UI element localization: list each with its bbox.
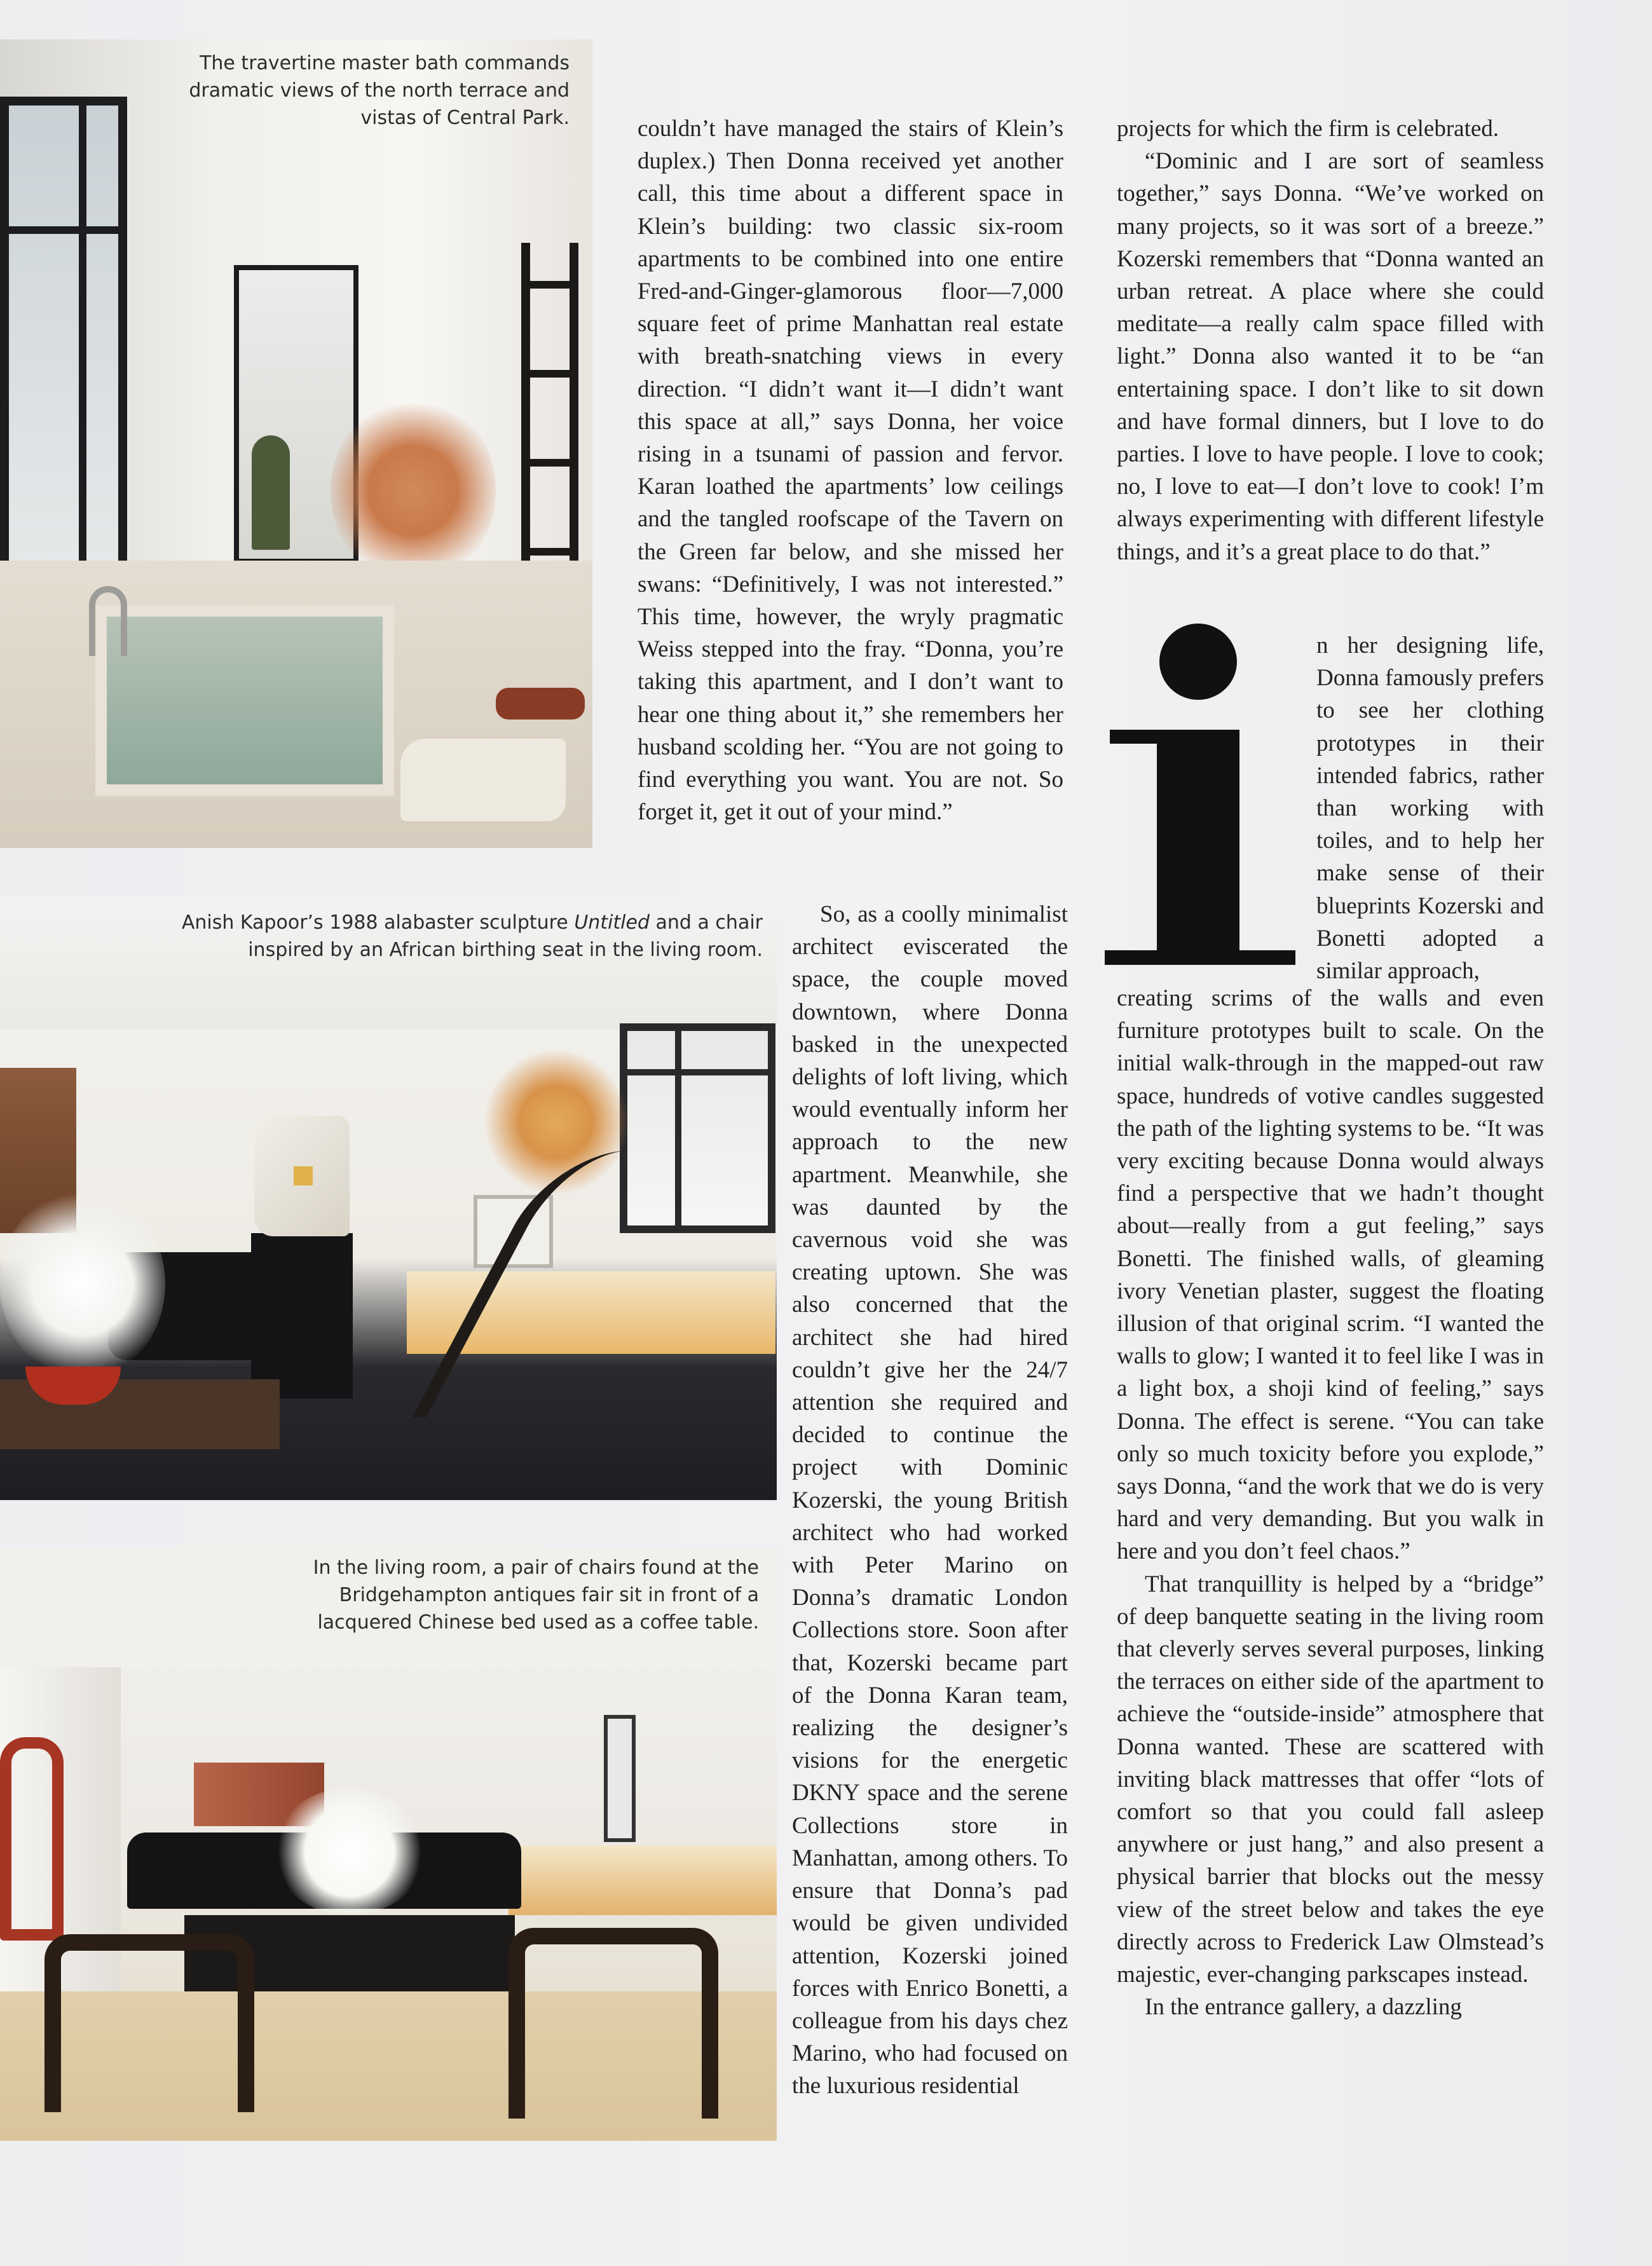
red-chair	[0, 1737, 64, 1941]
alabaster-sculpture	[254, 1116, 350, 1236]
paragraph: n her designing life, Donna famously prefers to see her clothing prototypes in their intended fabrics, rather than working with toiles, and to help her make sense of their blueprints Kozerski and Bonetti adopted a similar approach,	[1316, 632, 1544, 985]
armchair-left	[44, 1934, 254, 2112]
photo-living-room-sculpture	[0, 896, 777, 1500]
drop-cap	[1105, 620, 1302, 985]
article-column-2-top	[1117, 113, 1544, 568]
orange-branches	[331, 395, 496, 586]
photo-living-room-chairs	[0, 1546, 777, 2141]
paragraph: “Dominic and I are sort of seamless together,” says Donna. “We’ve worked on many projects, so it was sort of a breeze.” Kozerski remembers that “Donna wanted an urban retreat. A place where she could meditate—a really calm space filled with light.” Donna also wanted it to be “an entertaining space. I don’t like to sit down and have formal dinners, but I love to do parties. I love to have people. I love to cook; no, I love to eat—I don’t love to cook! I’m always experimenting with different lifestyle things, and it’s a great place to do that.”	[1117, 148, 1544, 565]
paragraph: So, as a coolly minimalist architect eviscerated the space, the couple moved downtown, where Donna basked in the unexpected delights of loft living, which would eventually inform her approach to the new apartment. Meanwhile, she was daunted by the cavernous void she was creating uptown. She was also concerned that the architect she had hired couldn’t give her the 24/7 attention she required and decided to continue the project with Dominic Kozerski, the young British architect who had worked with Peter Marino on Donna’s dramatic London Collections store. Soon after that, Kozerski became part of the Donna Karan team, realizing the designer’s visions for the energetic DKNY space and the serene Collections store in Manhattan, among others. To ensure that Donna’s pad would be given undivided attention, Kozerski joined forces with Enrico Bonetti, a colleague from his days chez Marino, who had focused on the luxurious residential	[792, 901, 1068, 2099]
article-column-1-bottom	[792, 898, 1068, 2103]
caption-living-room: Anish Kapoor’s 1988 alabaster sculpture Untitled and a chair inspired by an African birthing seat in the living room.	[181, 911, 763, 961]
paragraph: projects for which the firm is celebrated.	[1117, 116, 1499, 142]
article-column-1-top	[638, 113, 1063, 828]
caption-bath: The travertine master bath commands dramatic views of the north terrace and vistas of Central Park.	[189, 52, 570, 129]
article-column-2-bottom	[1117, 982, 1544, 2024]
paragraph: In the entrance gallery, a dazzling	[1145, 1994, 1462, 2021]
paragraph: That tranquillity is helped by a “bridge” of deep banquette seating in the living room that cleverly serves several purposes, linking the terraces on either side of the apartment to achieve the “outside-inside” atmosphere that Donna wanted. These are scattered with inviting black mattresses that offer “lots of comfort so that you could fall asleep anywhere or just hang,” and also present a physical barrier that blocks out the messy view of the street below and takes the eye directly across to Frederick Law Olmstead’s majestic, ever-changing parkscapes instead.	[1117, 1571, 1544, 1988]
red-cloth	[496, 688, 585, 720]
caption-living-room-chairs: In the living room, a pair of chairs found at the Bridgehampton antiques fair sit in front of a lacquered Chinese bed used as a coffee table.	[313, 1557, 759, 1634]
white-orchids	[0, 1189, 165, 1379]
towel	[400, 739, 566, 821]
sculpture-title: Untitled	[574, 911, 650, 934]
bathtub	[95, 605, 394, 796]
banquette	[509, 1845, 777, 1915]
tub-faucet	[89, 586, 127, 656]
photo-master-bath	[0, 39, 592, 848]
paragraph: couldn’t have managed the stairs of Klein’s duplex.) Then Donna received yet another call, this time about a different space in Klein’s building: two classic six-room apartments to be combined into one entire Fred-and-Ginger-glamorous floor—7,000 square feet of prime Manhattan real estate with breath-snatching views in every direction. “I didn’t want it—I didn’t want this space at all,” says Donna, her voice rising in a tsunami of passion and fervor. Karan loathed the apartments’ low ceilings and the tangled roofscape of the Tavern on the Green far below, and she missed her swans: “Definitively, I was not interested.” This time, however, the wryly pragmatic Weiss stepped into the fray. “Donna, you’re taking this apartment, and I don’t want to hear one thing about it,” she remembers her husband scolding her. “You are not going to find everything you want. You are not. So forget it, get it out of your mind.”	[638, 116, 1063, 826]
armchair-right	[509, 1928, 718, 2119]
paragraph: creating scrims of the walls and even furniture prototypes built to scale. On the initial walk-through in the mapped-out raw space, hundreds of votive candles suggested the path of the lighting systems to be. “It was very exciting because Donna would always find a perspective that we hadn’t thought about—really from a gut feeling,” says Bonetti. The finished walls, of gleaming ivory Venetian plaster, suggest the floating illusion of that original scrim. “I wanted the walls to glow; I wanted it to feel like I was in a light box, a shoji kind of feeling,” says Donna. The effect is serene. “You can take only so much toxicity before you explode,” says Donna, “and the work that we do is very hard and very demanding. But you walk in here and you don’t feel chaos.”	[1117, 985, 1544, 1565]
living-window	[604, 1715, 636, 1842]
article-column-2-dropcap	[1316, 629, 1544, 987]
white-orchids	[273, 1788, 426, 1915]
